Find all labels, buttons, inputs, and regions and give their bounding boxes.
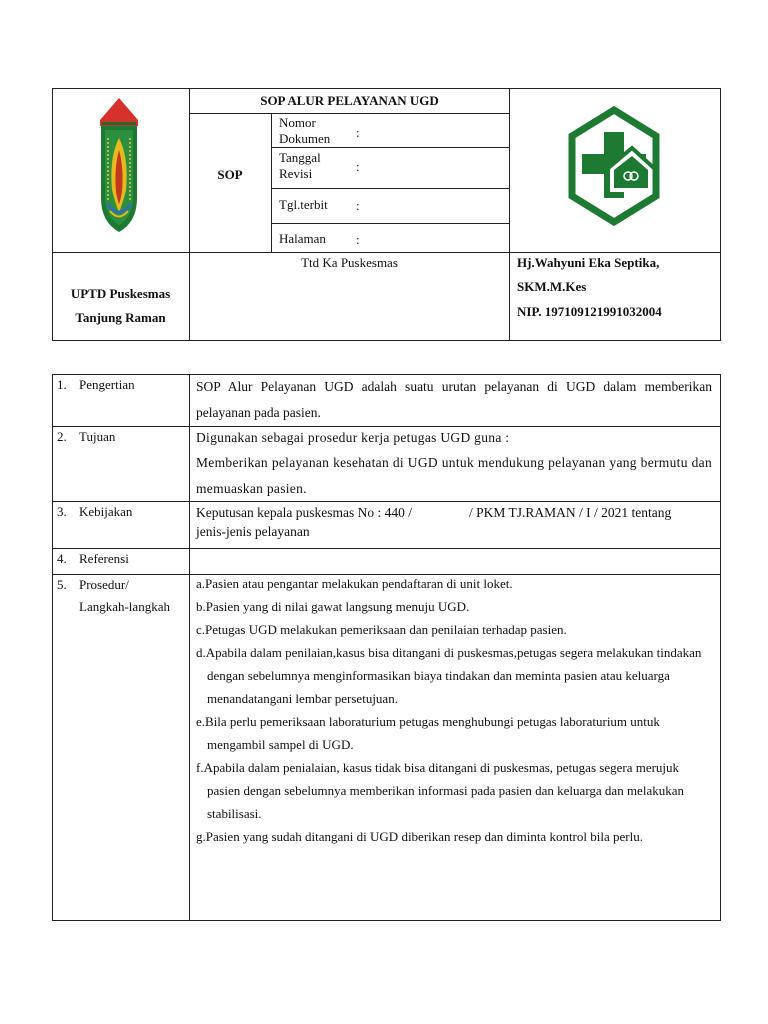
header-border-top	[52, 88, 721, 89]
content-border-right	[720, 374, 721, 921]
signer-name: Hj.Wahyuni Eka Septika,	[517, 255, 660, 270]
header-border-left	[52, 88, 53, 341]
list-item: f.Apabila dalam penialaian, kasus tidak bisa ditangani di puskesmas, petugas segera merujuk pasien dengan sebelumnya memberikan informasi pada pasien dan keluarga dan melakukan stabilisasi.	[196, 760, 684, 821]
sop-label: SOP	[217, 167, 243, 182]
header-col-divider-2	[509, 88, 510, 341]
section-text-kebijakan-a: Keputusan kepala puskesmas No : 440 /	[196, 505, 412, 520]
signature-caption: Ttd Ka Puskesmas	[301, 255, 398, 270]
field-divider-2	[271, 188, 510, 189]
section-no-pengertian: 1.	[57, 377, 67, 392]
section-no-tujuan: 2.	[57, 429, 67, 444]
field-divider-1	[271, 147, 510, 148]
section-text-pengertian: SOP Alur Pelayanan UGD adalah suatu urutan pelayanan di UGD dalam memberikan pelayanan pada pasien.	[196, 379, 712, 420]
section-label-kebijakan: Kebijakan	[79, 504, 133, 519]
field-label-tanggal: Tanggal Revisi	[279, 150, 321, 181]
unit-name-line2: Tanjung Raman	[75, 310, 166, 325]
section-no-referensi: 4.	[57, 551, 67, 566]
section-no-kebijakan: 3.	[57, 504, 67, 519]
row-divider-1	[52, 426, 721, 427]
list-item: a.Pasien atau pengantar melakukan pendaftaran di unit loket.	[196, 576, 513, 591]
prosedur-steps-list	[196, 572, 708, 848]
content-col-divider	[189, 374, 190, 921]
section-label-pengertian: Pengertian	[79, 377, 135, 392]
section-label-prosedur-1: Prosedur/	[79, 577, 129, 592]
header-row-divider	[52, 252, 721, 253]
field-divider-3	[271, 223, 510, 224]
section-text-tujuan-1: Digunakan sebagai prosedur kerja petugas UGD guna :	[196, 430, 510, 445]
list-item: g.Pasien yang sudah ditangani di UGD diberikan resep dan diminta kontrol bila perlu.	[196, 829, 643, 844]
sop-col-divider	[271, 113, 272, 253]
puskesmas-logo	[566, 106, 662, 226]
section-label-prosedur-2: Langkah-langkah	[79, 599, 170, 614]
header-border-bottom	[52, 340, 721, 341]
field-value-terbit: :	[356, 198, 360, 213]
content-border-bottom	[52, 920, 721, 921]
list-item: b.Pasien yang di nilai gawat langsung menuju UGD.	[196, 599, 470, 614]
field-label-halaman: Halaman	[279, 231, 326, 246]
list-item: d.Apabila dalam penilaian,kasus bisa ditangani di puskesmas,petugas segera melakukan tindakan dengan sebelumnya menginformasikan biaya tindakan dan meminta pasien atau keluarga menandatangani lembar persetujuan.	[196, 645, 702, 706]
list-item: c.Petugas UGD melakukan pemeriksaan dan penilaian terhadap pasien.	[196, 622, 567, 637]
row-divider-3	[52, 548, 721, 549]
header-border-right	[720, 88, 721, 341]
section-text-tujuan-2: Memberikan pelayanan kesehatan di UGD untuk mendukung pelayanan yang bermutu dan memuaskan pasien.	[196, 455, 712, 496]
field-label-terbit: Tgl.terbit	[279, 197, 328, 212]
field-value-nomor: :	[356, 125, 360, 140]
field-value-halaman: :	[356, 232, 360, 247]
signer-title: SKM.M.Kes	[517, 279, 587, 294]
section-no-prosedur: 5.	[57, 577, 67, 592]
unit-name-line1: UPTD Puskesmas	[70, 286, 171, 301]
section-text-kebijakan-c: jenis-jenis pelayanan	[196, 524, 310, 539]
header-col-divider-1	[189, 88, 190, 341]
field-label-nomor: Nomor Dokumen	[279, 115, 331, 146]
section-text-kebijakan-b: / PKM TJ.RAMAN / I / 2021 tentang	[469, 505, 672, 520]
signer-nip: NIP. 197109121991032004	[517, 304, 662, 319]
document-title: SOP ALUR PELAYANAN UGD	[260, 93, 439, 108]
regional-emblem-logo	[98, 98, 140, 234]
content-border-left	[52, 374, 53, 921]
section-label-tujuan: Tujuan	[79, 429, 116, 444]
section-label-referensi: Referensi	[79, 551, 129, 566]
list-item: e.Bila perlu pemeriksaan laboraturium petugas menghubungi petugas laboraturium untuk mengambil sampel di UGD.	[196, 714, 660, 752]
field-value-tanggal: :	[356, 159, 360, 174]
title-underline	[189, 113, 510, 114]
